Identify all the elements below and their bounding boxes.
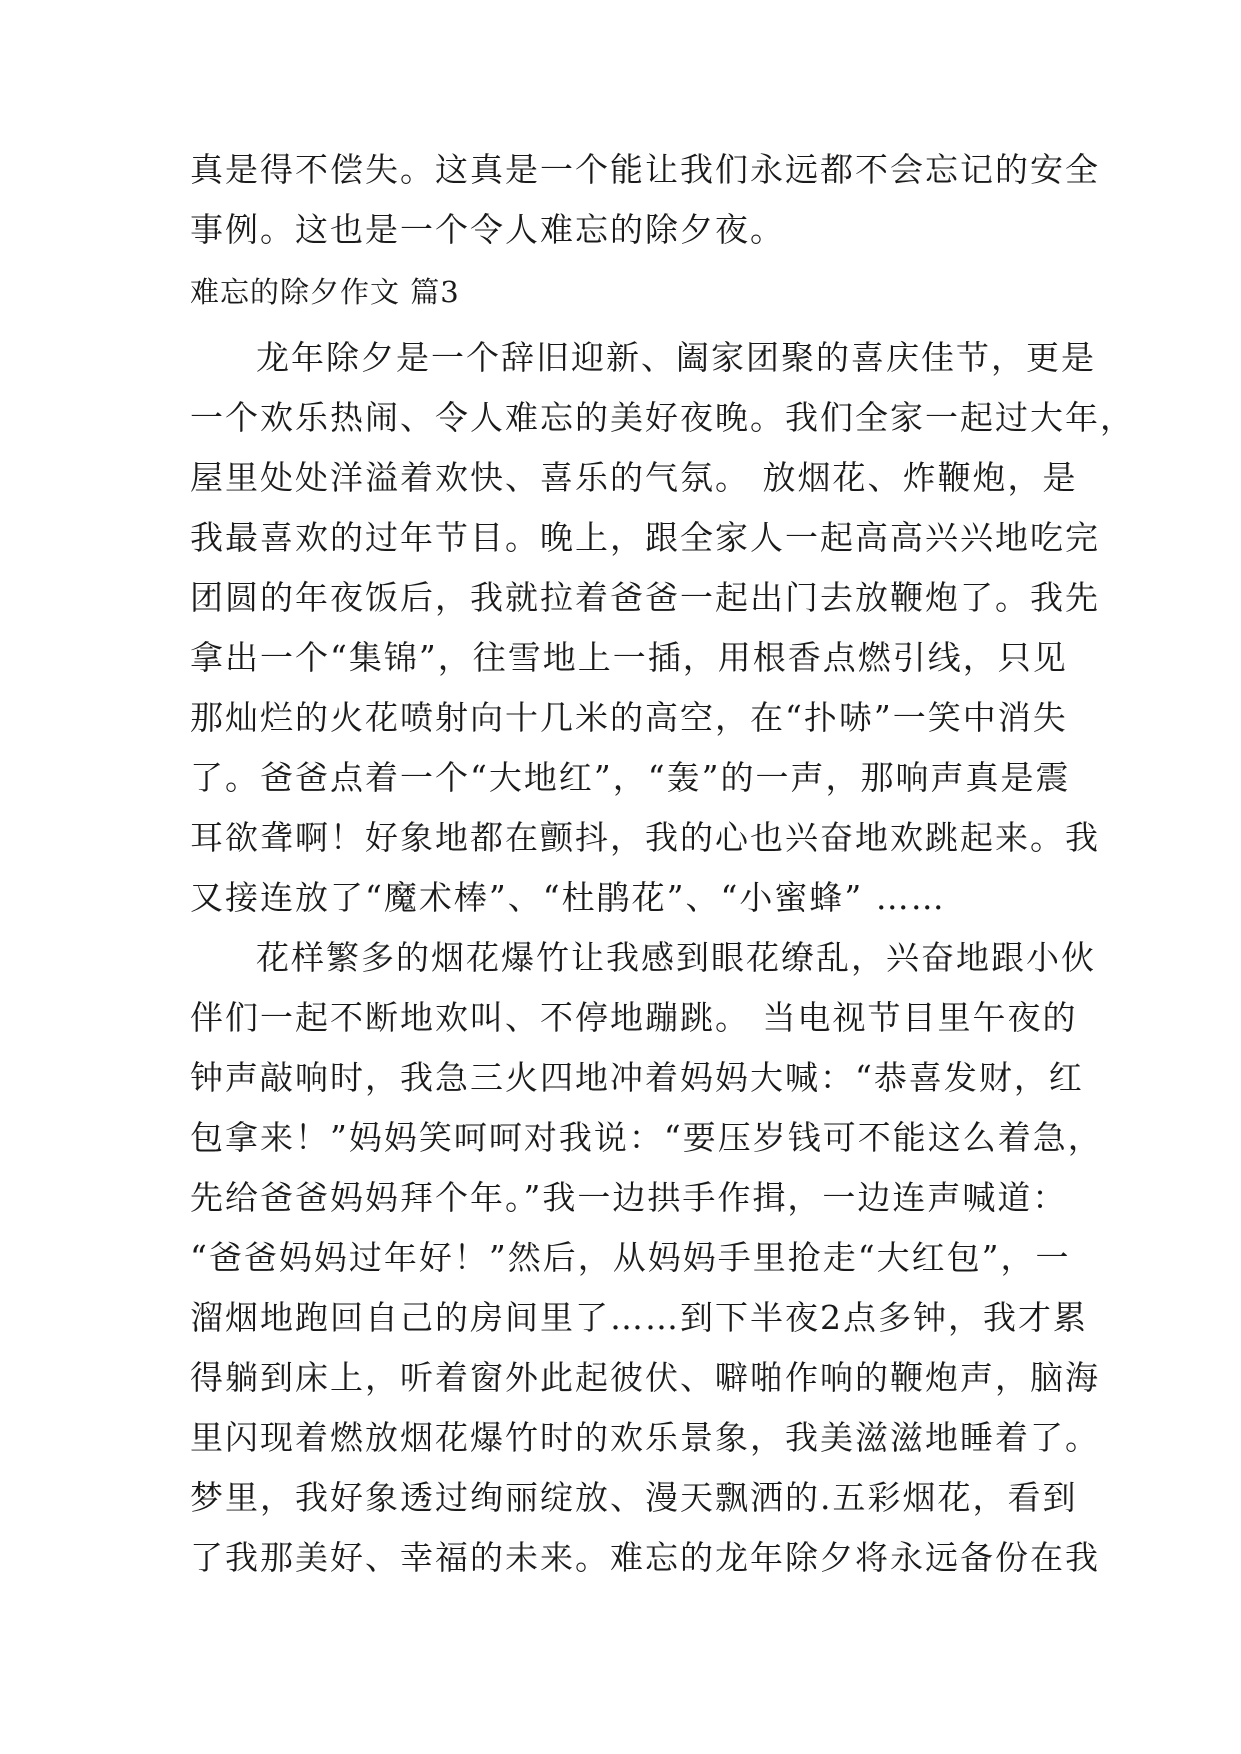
- text-line: 我最喜欢的过年节目。晚上，跟全家人一起高高兴兴地吃完: [190, 518, 1100, 557]
- text-line: 了我那美好、幸福的未来。难忘的龙年除夕将永远备份在我: [190, 1538, 1100, 1577]
- text-line: 伴们一起不断地欢叫、不停地蹦跳。 当电视节目里午夜的: [190, 998, 1078, 1037]
- text-line: 溜烟地跑回自己的房间里了……到下半夜2点多钟，我才累: [190, 1298, 1088, 1337]
- text-line: 拿出一个“集锦”，往雪地上一插，用根香点燃引线，只见: [190, 638, 1068, 677]
- text-line: 钟声敲响时，我急三火四地冲着妈妈大喊：“恭喜发财，红: [190, 1058, 1084, 1097]
- text-line: 里闪现着燃放烟花爆竹时的欢乐景象，我美滋滋地睡着了。: [190, 1418, 1100, 1457]
- text-line: 又接连放了“魔术棒”、“杜鹃花”、“小蜜蜂” ……: [190, 878, 946, 917]
- text-line: 龙年除夕是一个辞旧迎新、阖家团聚的喜庆佳节，更是: [256, 338, 1096, 377]
- text-line: 事例。这也是一个令人难忘的除夕夜。: [190, 210, 785, 249]
- text-line: 真是得不偿失。这真是一个能让我们永远都不会忘记的安全: [190, 150, 1100, 189]
- text-line: 花样繁多的烟花爆竹让我感到眼花缭乱，兴奋地跟小伙: [256, 938, 1096, 977]
- text-line: 先给爸爸妈妈拜个年。”我一边拱手作揖，一边连声喊道：: [190, 1178, 1068, 1217]
- section-heading: 难忘的除夕作文 篇3: [190, 275, 460, 309]
- text-line: 那灿烂的火花喷射向十几米的高空，在“扑哧”一笑中消失: [190, 698, 1068, 737]
- text-line: 得躺到床上，听着窗外此起彼伏、噼啪作响的鞭炮声，脑海: [190, 1358, 1100, 1397]
- text-line: 耳欲聋啊！好象地都在颤抖，我的心也兴奋地欢跳起来。我: [190, 818, 1100, 857]
- text-line: 屋里处处洋溢着欢快、喜乐的气氛。 放烟花、炸鞭炮，是: [190, 458, 1078, 497]
- text-line: 团圆的年夜饭后，我就拉着爸爸一起出门去放鞭炮了。我先: [190, 578, 1100, 617]
- text-line: 梦里，我好象透过绚丽绽放、漫天飘洒的.五彩烟花，看到: [190, 1478, 1078, 1517]
- text-line: 包拿来！”妈妈笑呵呵对我说：“要压岁钱可不能这么着急，: [190, 1118, 1103, 1157]
- text-line: “爸爸妈妈过年好！”然后，从妈妈手里抢走“大红包”，一: [190, 1238, 1071, 1277]
- text-line: 了。爸爸点着一个“大地红”，“轰”的一声，那响声真是震: [190, 758, 1071, 797]
- text-line: 一个欢乐热闹、令人难忘的美好夜晚。我们全家一起过大年，: [190, 398, 1135, 437]
